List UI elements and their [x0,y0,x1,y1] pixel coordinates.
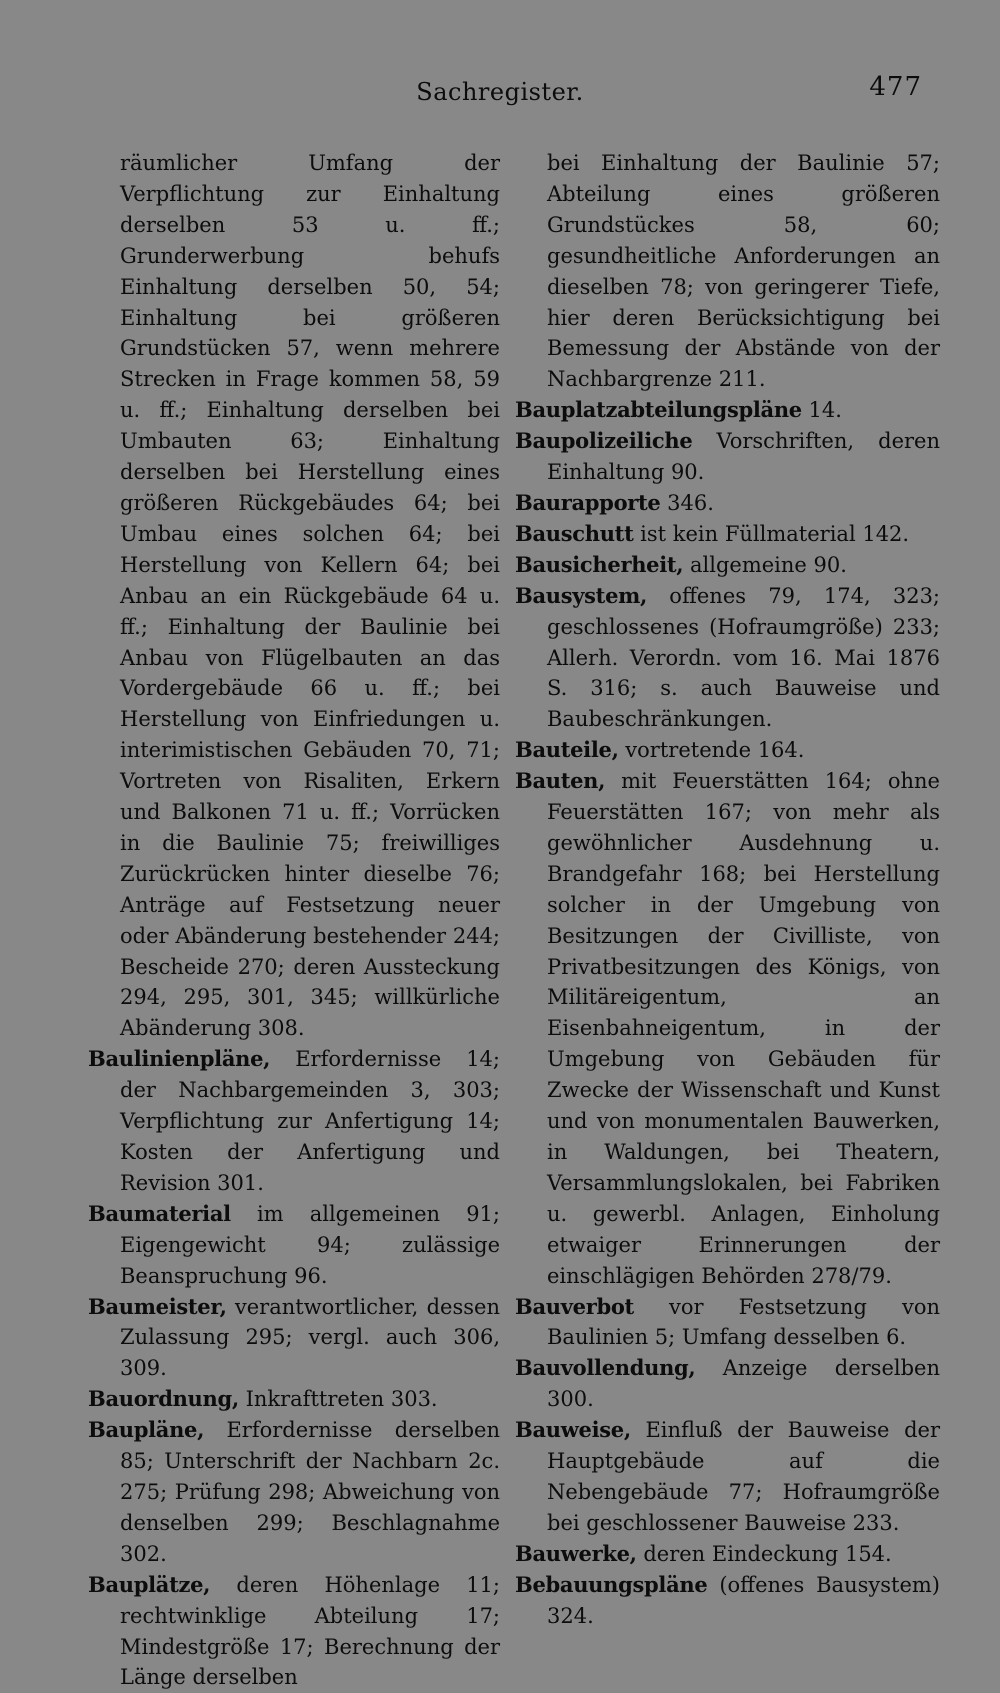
index-entry [88,1292,500,1385]
entry-text: Inkrafttreten 303. [238,1387,438,1412]
entry-text: Erfordernisse derselben 85; Unterschrift der Nachbarn 2c. 275; Prüfung 298; Abweichung von denselben 299; Beschlagnahme 302. [120,1418,500,1566]
entry-text: Anzeige derselben 300. [547,1356,940,1412]
entry-headword: Bauplatzabteilungspläne [515,397,802,423]
index-entry [515,395,940,426]
index-entry [88,1415,500,1570]
index-entry [515,1570,940,1632]
entry-headword: Bauvollendung, [515,1355,696,1381]
entry-headword: Bausystem, [515,582,648,608]
entry-text: mit Feuerstätten 164; ohne Feuerstätten 167; von mehr als gewöhnlicher Ausdehnung u. Brandgefahr 168; bei Herstellung solcher in der Umgebung von Besitzungen der Civilliste, von Privatbesitzungen des Königs, von Militäreigentum, an Eisenbahneigentum, in der Umgebung von Gebäuden für Zwecke der Wissenschaft und Kunst und von monumentalen Bauwerken, in Waldungen, bei Theatern, Versammlungslokalen, bei Fabriken u. gewerbl. Anlagen, Einholung etwaiger Erinnerungen der einschlägigen Behörden 278/79. [547,769,940,1288]
entry-text: räumlicher Umfang der Verpflichtung zur Einhaltung derselben 53 u. ff.; Grunderwerbung behufs Einhaltung derselben 50, 54; Einhaltung bei größeren Grundstücken 57, wenn mehrere Strecken in Frage kommen 58, 59 u. ff.; Einhaltung derselben bei Umbauten 63; Einhaltung derselben bei Herstellung eines größeren Rückgebäudes 64; bei Umbau eines solchen 64; bei Herstellung von Kellern 64; bei Anbau an ein Rückgebäude 64 u. ff.; Einhaltung der Baulinie bei Anbau von Flügelbauten an das Vordergebäude 66 u. ff.; bei Herstellung von Einfriedungen u. interimistischen Gebäuden 70, 71; Vortreten von Risaliten, Erkern und Balkonen 71 u. ff.; Vorrücken in die Baulinie 75; freiwilliges Zurückrücken hinter dieselbe 76; Anträge auf Festsetzung neuer oder Abänderung bestehender 244; Bescheide 270; deren Aussteckung 294, 295, 301, 345; willkürliche Abänderung 308. [120,151,500,1041]
entry-text: Vorschriften, deren Einhaltung 90. [547,429,940,485]
entry-text: im allgemeinen 91; Eigengewicht 94; zulässige Beanspruchung 96. [120,1201,500,1288]
running-header-title: Sachregister. [416,78,584,106]
index-entry [515,550,940,581]
entry-text: 346. [660,490,714,515]
index-entry [515,766,940,1291]
entry-text: 14. [801,398,842,423]
index-entry [88,1044,500,1199]
entry-text: (offenes Bausystem) 324. [547,1572,940,1628]
entry-headword: Baumaterial [88,1200,231,1226]
index-entry [515,426,940,488]
entry-headword: Bauverbot [515,1293,634,1319]
index-entry [515,519,940,550]
index-entry [515,581,940,736]
index-column-left [88,148,500,1693]
entry-text: Erfordernisse 14; der Nachbargemeinden 3, 303; Verpflichtung zur Anfertigung 14; Kosten der Anfertigung und Revision 301. [120,1047,500,1195]
entry-text: offenes 79, 174, 323; geschlossenes (Hofraumgröße) 233; Allerh. Verordn. vom 16. Mai 1876 S. 316; s. auch Bauweise und Baubeschränkungen. [547,583,940,732]
entry-headword: Bauplätze, [88,1571,211,1597]
entry-headword: Bausicherheit, [515,551,684,577]
index-entry [515,1292,940,1354]
index-entry-continuation [88,148,500,1044]
entry-text: deren Eindeckung 154. [636,1541,892,1566]
index-entry [88,1199,500,1292]
entry-headword: Baulinienpläne, [88,1046,271,1072]
entry-text: deren Höhenlage 11; rechtwinklige Abteilung 17; Mindestgröße 17; Berechnung der Länge derselben [120,1572,500,1690]
entry-headword: Baupläne, [88,1417,205,1443]
entry-text: vortretende 164. [618,738,805,763]
entry-headword: Bauteile, [515,737,619,763]
entry-headword: Bauweise, [515,1417,631,1443]
index-entry [515,1539,940,1570]
entry-headword: Baumeister, [88,1293,227,1319]
entry-headword: Bauwerke, [515,1540,637,1566]
entry-text: ist kein Füllmaterial 142. [633,521,910,546]
index-entry-continuation [515,148,940,395]
index-entry [515,488,940,519]
index-entry [515,735,940,766]
index-entry [515,1415,940,1539]
entry-headword: Bauten, [515,768,606,794]
index-entry [515,1353,940,1415]
entry-headword: Bauschutt [515,520,634,546]
page-number: 477 [869,72,922,102]
index-entry [88,1570,500,1693]
entry-headword: Baurapporte [515,489,661,515]
entry-headword: Bebauungspläne [515,1571,708,1597]
entry-text: verantwortlicher, dessen Zulassung 295; vergl. auch 306, 309. [120,1294,500,1381]
entry-headword: Bauordnung, [88,1386,239,1412]
entry-text: bei Einhaltung der Baulinie 57; Abteilung eines größeren Grundstückes 58, 60; gesundheitliche Anforderungen an dieselben 78; von geringerer Tiefe, hier deren Berücksichtigung bei Bemessung der Abstände von der Nachbargrenze 211. [547,151,940,392]
entry-text: vor Festsetzung von Baulinien 5; Umfang desselben 6. [547,1294,940,1350]
index-column-right [515,148,940,1632]
entry-text: allgemeine 90. [683,552,847,577]
index-entry [88,1384,500,1415]
entry-headword: Baupolizeiliche [515,428,693,454]
entry-text: Einfluß der Bauweise der Hauptgebäude auf die Nebengebäude 77; Hofraumgröße bei geschlossener Bauweise 233. [547,1418,940,1535]
